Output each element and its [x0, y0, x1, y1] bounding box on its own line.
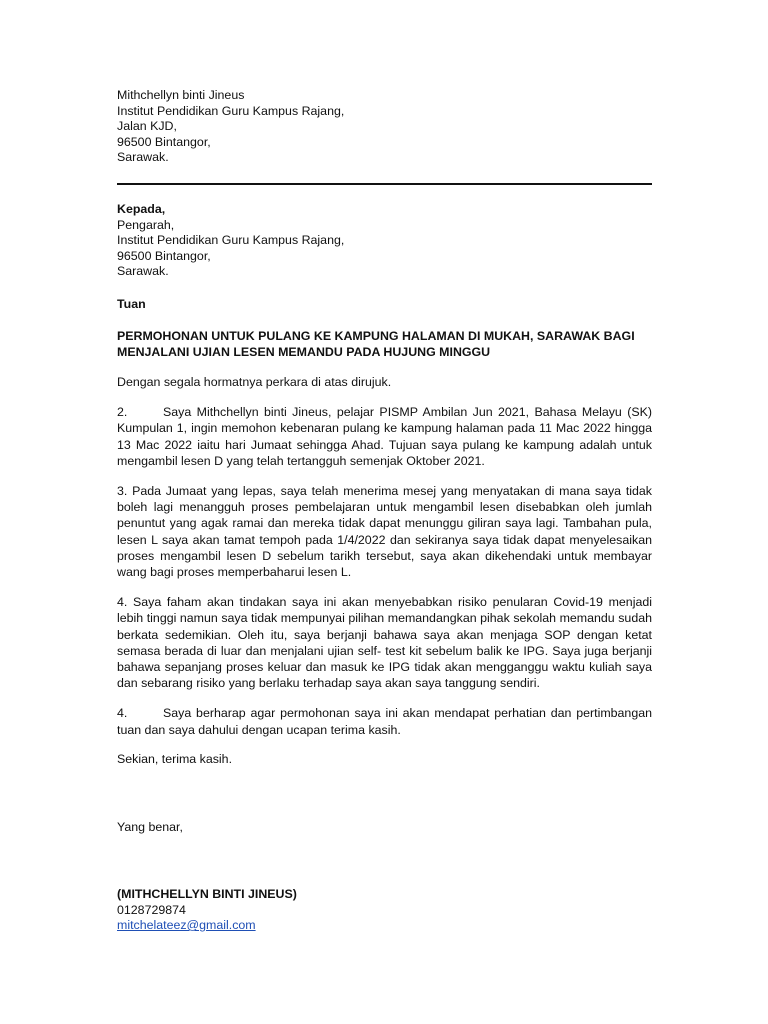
greeting: Tuan	[117, 296, 146, 311]
paragraph-number: 3.	[117, 483, 128, 498]
recipient-address	[117, 202, 652, 280]
recipient-title: Pengarah,	[117, 217, 175, 232]
paragraph-number: 4.	[117, 595, 128, 610]
paragraph-text: Pada Jumaat yang lepas, saya telah menerima mesej yang menyatakan di mana saya tidak boleh lagi menangguh proses pembelajaran untuk mengambil lesen disebabkan oleh jumlah penuntut yang agak ramai dan mereka tidak dapat menunggu giliran saya lagi. Tambahan pula, lesen L saya akan tamat tempoh pada 1/4/2022 dan sekiranya saya tidak dapat menyelesaikan proses mengambil lesen D sebelum tarikh tersebut, saya akan dikehendaki untuk membayar wang bagi proses memperbaharui lesen L.	[117, 483, 652, 579]
signature-block	[117, 887, 652, 934]
sign-off: Yang benar,	[117, 820, 183, 835]
paragraph-text: Saya Mithchellyn binti Jineus, pelajar PISMP Ambilan Jun 2021, Bahasa Melayu (SK) Kumpulan 1, ingin memohon kebenaran pulang ke kampung halaman pada 11 Mac 2022 hingga 13 Mac 2022 iaitu hari Jumaat sehingga Ahad. Tujuan saya pulang ke kampung adalah untuk mengambil lesen D yang telah tertangguh semenjak Oktober 2021.	[117, 405, 652, 468]
signature-name: (MITHCHELLYN BINTI JINEUS)	[117, 886, 297, 901]
recipient-institution: Institut Pendidikan Guru Kampus Rajang,	[117, 233, 345, 248]
paragraph-text: Saya faham akan tindakan saya ini akan menyebabkan risiko penularan Covid-19 menjadi lebih tinggi namun saya tidak mempunyai pilihan memandangkan pihak sekolah memandu sudah berkata sedemikian. Oleh itu, saya berjanji bahawa saya akan menjaga SOP dengan ketat semasa berada di luar dan menjalani ujian self- test kit sebelum balik ke IPG. Saya juga berjanji bahawa sepanjang proses keluar dan masuk ke IPG tidak akan mengganggu waktu kuliah saya dan sebarang risiko yang berlaku terhadap saya akan saya tanggung sendiri.	[117, 595, 652, 691]
body-paragraph	[117, 404, 652, 469]
sender-street: Jalan KJD,	[117, 119, 177, 134]
sender-state: Sarawak.	[117, 150, 169, 165]
letter-body	[117, 404, 652, 738]
paragraph-number: 4.	[117, 706, 128, 721]
letter-page	[117, 88, 652, 934]
sender-address	[117, 88, 652, 166]
signature-phone: 0128729874	[117, 902, 186, 917]
signature-email-link[interactable]: mitchelateez@gmail.com	[117, 918, 256, 933]
sender-name: Mithchellyn binti Jineus	[117, 88, 245, 102]
recipient-salutation-label: Kepada,	[117, 201, 166, 216]
paragraph-number: 2.	[117, 405, 128, 420]
recipient-postcode-city: 96500 Bintangor,	[117, 248, 211, 263]
header-divider	[117, 183, 652, 185]
sender-institution: Institut Pendidikan Guru Kampus Rajang,	[117, 103, 345, 118]
letter-subject: PERMOHONAN UNTUK PULANG KE KAMPUNG HALAMAN DI MUKAH, SARAWAK BAGI MENJALANI UJIAN LESEN MEMANDU PADA HUJUNG MINGGU	[117, 328, 635, 359]
body-paragraph	[117, 483, 652, 580]
paragraph-text: Saya berharap agar permohonan saya ini akan mendapat perhatian dan pertimbangan tuan dan saya dahului dengan ucapan terima kasih.	[117, 706, 652, 737]
sender-postcode-city: 96500 Bintangor,	[117, 134, 211, 149]
opening-line: Dengan segala hormatnya perkara di atas dirujuk.	[117, 374, 392, 389]
closing-line: Sekian, terima kasih.	[117, 751, 233, 766]
body-paragraph	[117, 705, 652, 737]
recipient-state: Sarawak.	[117, 264, 169, 279]
body-paragraph	[117, 594, 652, 691]
